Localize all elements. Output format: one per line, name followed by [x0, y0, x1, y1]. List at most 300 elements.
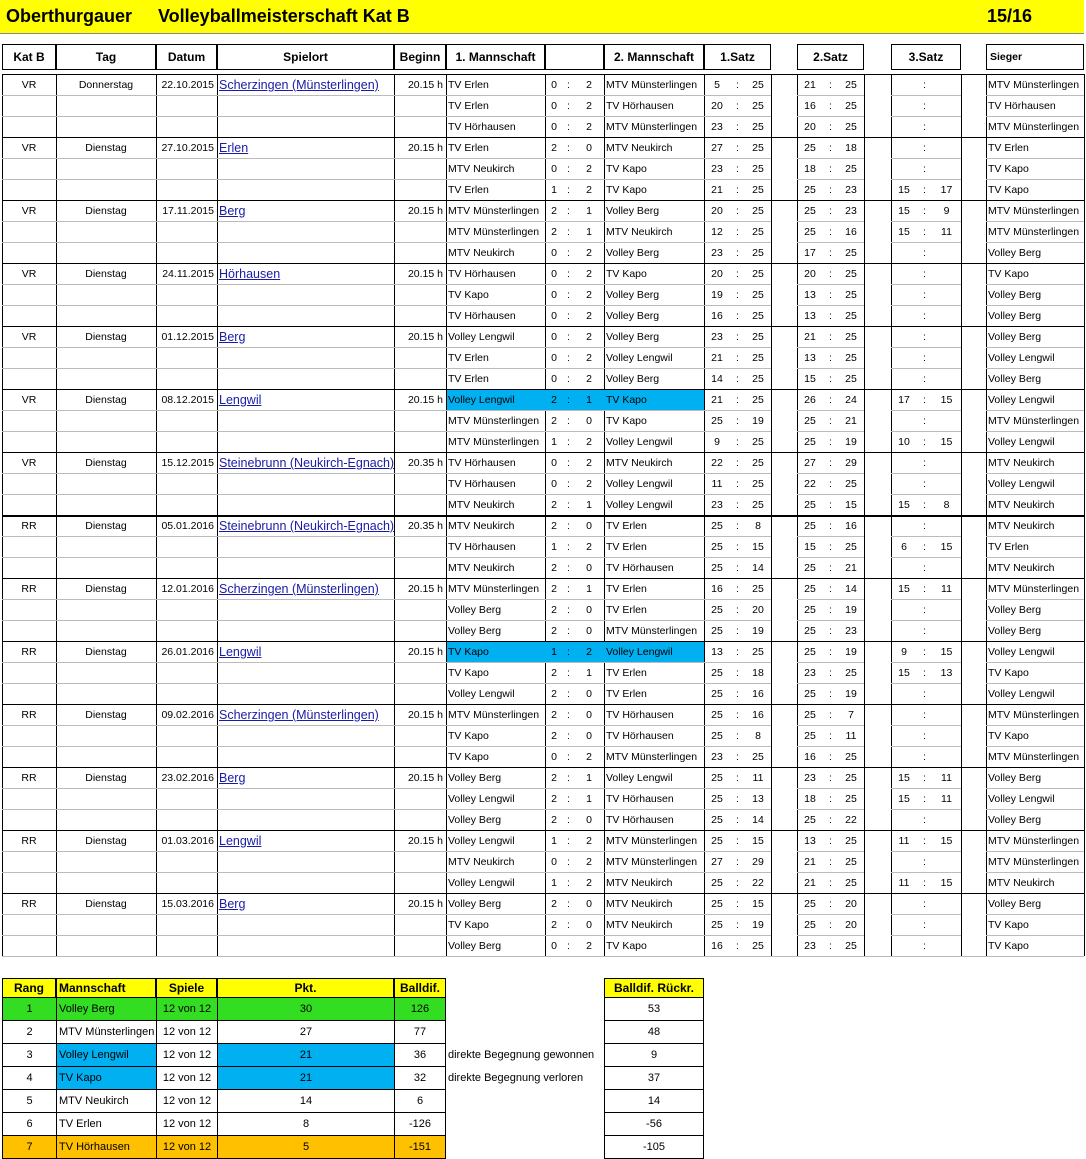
team-1-cell: MTV Neukirch — [448, 247, 515, 259]
satz3-b-cell — [932, 453, 961, 474]
score-colon: : — [829, 415, 832, 427]
datum-cell — [156, 600, 217, 621]
satz3-b-cell — [932, 327, 961, 348]
score-colon: : — [736, 478, 739, 490]
satz3-b-cell: 15 — [940, 835, 953, 847]
satz2-b-cell: 25 — [845, 373, 857, 385]
score-colon: : — [567, 793, 570, 805]
kat-cell — [2, 852, 56, 873]
team-2-cell: TV Erlen — [606, 541, 647, 553]
beginn-cell: 20.15 h — [407, 835, 443, 847]
kat-cell: VR — [21, 394, 37, 406]
satz3-a-cell: 15 — [898, 667, 910, 679]
kat-cell — [2, 915, 56, 936]
spielort-cell[interactable]: Berg — [219, 204, 246, 218]
standings-pkt-cell: 14 — [217, 1090, 394, 1113]
beginn-cell: 20.15 h — [407, 646, 443, 658]
kat-cell — [2, 747, 56, 768]
score-colon: : — [923, 121, 926, 133]
score-1-cell: 0 — [551, 79, 557, 91]
spielort-cell[interactable]: Scherzingen (Münsterlingen) — [219, 708, 379, 722]
satz2-b-cell: 25 — [845, 121, 857, 133]
score-colon: : — [829, 478, 832, 490]
score-colon: : — [567, 541, 570, 553]
team-1-cell: TV Erlen — [448, 373, 489, 385]
satz1-a-cell: 14 — [711, 373, 723, 385]
satz3-b-cell: 13 — [940, 667, 953, 679]
header-score-blank — [545, 44, 604, 70]
spielort-cell[interactable]: Berg — [219, 897, 246, 911]
satz2-a-cell: 25 — [804, 415, 816, 427]
spielort-cell[interactable]: Berg — [219, 330, 246, 344]
kat-cell — [2, 537, 56, 558]
team-1-cell: Volley Lengwil — [448, 688, 515, 700]
standings-team-cell: Volley Berg — [56, 998, 156, 1021]
score-colon: : — [829, 499, 832, 511]
team-1-cell: Volley Berg — [448, 625, 502, 637]
satz3-b-cell: 11 — [941, 226, 952, 238]
satz1-a-cell: 9 — [714, 436, 720, 448]
satz1-a-cell: 20 — [711, 100, 723, 112]
satz2-b-cell: 25 — [845, 79, 857, 91]
satz3-b-cell — [932, 516, 961, 537]
satz3-b-cell — [932, 159, 961, 180]
score-colon: : — [567, 310, 570, 322]
kat-cell: VR — [21, 268, 37, 280]
score-2-cell: 1 — [586, 226, 592, 238]
score-colon: : — [567, 877, 570, 889]
satz3-a-cell — [891, 810, 917, 831]
sieger-cell: Volley Berg — [988, 898, 1042, 910]
satz1-a-cell: 25 — [711, 688, 723, 700]
score-colon: : — [829, 289, 832, 301]
score-1-cell: 2 — [551, 772, 557, 784]
team-1-cell: TV Hörhausen — [448, 310, 516, 322]
spielort-cell[interactable]: Hörhausen — [219, 267, 281, 281]
score-1-cell: 0 — [551, 352, 557, 364]
score-1-cell: 2 — [551, 919, 557, 931]
header-sieger: Sieger — [986, 44, 1084, 70]
satz2-a-cell: 18 — [804, 163, 816, 175]
team-2-cell: TV Hörhausen — [606, 709, 674, 721]
satz1-a-cell: 27 — [711, 142, 723, 154]
beginn-cell — [394, 873, 446, 894]
score-colon: : — [923, 457, 926, 469]
satz1-b-cell: 8 — [755, 520, 761, 532]
satz1-a-cell: 16 — [711, 940, 723, 952]
score-colon: : — [567, 394, 570, 406]
score-colon: : — [829, 226, 832, 238]
score-colon: : — [923, 310, 926, 322]
tag-cell — [56, 432, 156, 453]
datum-cell — [156, 915, 217, 936]
satz2-a-cell: 27 — [804, 457, 816, 469]
sieger-cell: MTV Münsterlingen — [988, 79, 1080, 91]
satz3-b-cell: 15 — [940, 436, 953, 448]
satz2-b-cell: 25 — [845, 877, 857, 889]
score-colon: : — [923, 667, 926, 679]
satz1-a-cell: 13 — [711, 646, 723, 658]
standings-pkt-cell: 27 — [217, 1021, 394, 1044]
score-2-cell: 2 — [586, 310, 592, 322]
satz1-a-cell: 23 — [711, 163, 723, 175]
satz3-a-cell — [891, 936, 917, 957]
kat-cell — [2, 96, 56, 117]
team-1-cell: TV Erlen — [448, 352, 489, 364]
score-1-cell: 2 — [551, 226, 557, 238]
score-colon: : — [829, 667, 832, 679]
satz1-a-cell: 23 — [711, 121, 723, 133]
team-2-cell: TV Erlen — [606, 520, 647, 532]
satz3-b-cell — [932, 852, 961, 873]
standings-rueckr-cell: -105 — [604, 1136, 704, 1159]
team-2-cell: MTV Münsterlingen — [606, 121, 698, 133]
satz3-b-cell: 11 — [941, 583, 952, 595]
score-colon: : — [923, 499, 926, 511]
score-colon: : — [567, 835, 570, 847]
score-colon: : — [923, 394, 926, 406]
beginn-cell: 20.15 h — [407, 79, 443, 91]
datum-cell — [156, 537, 217, 558]
score-2-cell: 1 — [586, 583, 592, 595]
season-label: 15/16 — [986, 6, 1032, 26]
spielort-cell — [217, 306, 394, 327]
team-2-cell: MTV Münsterlingen — [606, 751, 698, 763]
score-colon: : — [829, 919, 832, 931]
satz2-a-cell: 17 — [804, 247, 816, 259]
satz2-b-cell: 25 — [845, 100, 857, 112]
satz2-a-cell: 25 — [804, 709, 816, 721]
spielort-cell[interactable]: Steinebrunn (Neukirch-Egnach) — [219, 519, 394, 533]
satz3-a-cell — [891, 348, 917, 369]
satz1-b-cell: 22 — [752, 877, 764, 889]
score-colon: : — [829, 163, 832, 175]
team-1-cell: TV Hörhausen — [448, 268, 516, 280]
header-beginn: Beginn — [394, 44, 446, 70]
score-1-cell: 2 — [551, 205, 557, 217]
satz2-b-cell: 19 — [845, 688, 857, 700]
beginn-cell — [394, 558, 446, 579]
score-colon: : — [923, 793, 926, 805]
beginn-cell — [394, 369, 446, 390]
spielort-cell — [217, 411, 394, 432]
score-colon: : — [736, 100, 739, 112]
score-2-cell: 2 — [586, 835, 592, 847]
team-2-cell: MTV Münsterlingen — [606, 625, 698, 637]
spielort-cell[interactable]: Scherzingen (Münsterlingen) — [219, 582, 379, 596]
beginn-cell: 20.15 h — [407, 142, 443, 154]
satz2-b-cell: 15 — [845, 499, 857, 511]
score-colon: : — [923, 625, 926, 637]
kat-cell — [2, 474, 56, 495]
satz1-b-cell: 25 — [752, 499, 764, 511]
satz1-b-cell: 25 — [752, 478, 764, 490]
sieger-cell: Volley Berg — [988, 247, 1042, 259]
score-colon: : — [736, 499, 739, 511]
satz2-a-cell: 25 — [804, 898, 816, 910]
satz3-a-cell: 11 — [898, 877, 910, 889]
team-1-cell: Volley Berg — [448, 898, 502, 910]
satz1-a-cell: 25 — [711, 898, 723, 910]
score-colon: : — [736, 310, 739, 322]
satz1-b-cell: 18 — [752, 667, 764, 679]
sieger-cell: TV Hörhausen — [988, 100, 1056, 112]
satz2-b-cell: 21 — [845, 415, 857, 427]
team-1-cell: Volley Lengwil — [448, 835, 515, 847]
tag-cell — [56, 537, 156, 558]
datum-cell — [156, 306, 217, 327]
datum-cell: 09.02.2016 — [161, 709, 214, 721]
satz1-a-cell: 23 — [711, 331, 723, 343]
satz1-b-cell: 19 — [752, 625, 764, 637]
spielort-cell[interactable]: Lengwil — [219, 393, 262, 407]
score-colon: : — [736, 436, 739, 448]
datum-cell — [156, 621, 217, 642]
beginn-cell — [394, 936, 446, 957]
score-colon: : — [567, 373, 570, 385]
team-2-cell: TV Kapo — [606, 184, 647, 196]
standings-balldif-cell: 32 — [394, 1067, 446, 1090]
satz2-a-cell: 21 — [804, 331, 816, 343]
sieger-cell: MTV Neukirch — [988, 499, 1055, 511]
score-colon: : — [829, 373, 832, 385]
spielort-cell — [217, 159, 394, 180]
satz1-b-cell: 14 — [752, 814, 764, 826]
satz3-b-cell: 15 — [940, 646, 953, 658]
satz3-a-cell: 6 — [901, 541, 907, 553]
spielort-cell[interactable]: Berg — [219, 771, 246, 785]
kat-cell — [2, 663, 56, 684]
score-colon: : — [923, 520, 926, 532]
spielort-cell — [217, 600, 394, 621]
beginn-cell — [394, 180, 446, 201]
score-1-cell: 2 — [551, 625, 557, 637]
satz2-a-cell: 25 — [804, 142, 816, 154]
satz1-a-cell: 5 — [714, 79, 720, 91]
score-2-cell: 0 — [586, 562, 592, 574]
score-colon: : — [736, 121, 739, 133]
satz3-a-cell — [891, 159, 917, 180]
satz3-a-cell — [891, 117, 917, 138]
satz3-b-cell — [932, 75, 961, 96]
satz1-a-cell: 20 — [711, 268, 723, 280]
score-colon: : — [829, 772, 832, 784]
score-1-cell: 0 — [551, 247, 557, 259]
satz3-a-cell — [891, 75, 917, 96]
datum-cell — [156, 159, 217, 180]
score-2-cell: 2 — [586, 79, 592, 91]
beginn-cell — [394, 474, 446, 495]
team-2-cell: MTV Münsterlingen — [606, 856, 698, 868]
satz1-b-cell: 25 — [752, 163, 764, 175]
score-colon: : — [829, 205, 832, 217]
satz1-b-cell: 25 — [752, 268, 764, 280]
score-colon: : — [567, 289, 570, 301]
score-colon: : — [736, 226, 739, 238]
score-2-cell: 2 — [586, 163, 592, 175]
tag-cell — [56, 726, 156, 747]
spielort-cell[interactable]: Lengwil — [219, 834, 262, 848]
score-colon: : — [567, 919, 570, 931]
satz1-b-cell: 25 — [752, 940, 764, 952]
sieger-cell: Volley Berg — [988, 772, 1042, 784]
satz1-a-cell: 25 — [711, 415, 723, 427]
score-2-cell: 0 — [586, 814, 592, 826]
satz1-a-cell: 21 — [711, 352, 723, 364]
title-banner — [0, 0, 1084, 34]
satz3-a-cell — [891, 96, 917, 117]
kat-cell — [2, 369, 56, 390]
satz3-b-cell — [932, 411, 961, 432]
satz1-a-cell: 16 — [711, 310, 723, 322]
score-1-cell: 2 — [551, 604, 557, 616]
satz3-a-cell — [891, 474, 917, 495]
beginn-cell — [394, 285, 446, 306]
datum-cell: 24.11.2015 — [162, 268, 214, 280]
score-1-cell: 1 — [551, 541, 557, 553]
tag-cell — [56, 96, 156, 117]
score-colon: : — [567, 100, 570, 112]
score-colon: : — [829, 331, 832, 343]
satz2-a-cell: 13 — [804, 289, 816, 301]
score-1-cell: 1 — [551, 436, 557, 448]
score-2-cell: 2 — [586, 541, 592, 553]
datum-cell — [156, 222, 217, 243]
spielort-cell — [217, 537, 394, 558]
score-colon: : — [923, 478, 926, 490]
sieger-cell: Volley Berg — [988, 625, 1042, 637]
tag-cell — [56, 369, 156, 390]
standings-header-balldif: Balldif. — [394, 978, 446, 998]
team-2-cell: TV Kapo — [606, 268, 647, 280]
kat-cell — [2, 726, 56, 747]
team-1-cell: MTV Neukirch — [448, 520, 515, 532]
standings-rang-cell: 4 — [2, 1067, 56, 1090]
beginn-cell — [394, 222, 446, 243]
spielort-cell[interactable]: Erlen — [219, 141, 249, 155]
team-1-cell: MTV Münsterlingen — [448, 205, 540, 217]
spielort-cell[interactable]: Lengwil — [219, 645, 262, 659]
kat-cell — [2, 789, 56, 810]
tag-cell — [56, 936, 156, 957]
tag-cell: Donnerstag — [78, 79, 134, 91]
spielort-cell[interactable]: Steinebrunn (Neukirch-Egnach) — [219, 456, 394, 470]
score-colon: : — [736, 562, 739, 574]
team-2-cell: MTV Neukirch — [606, 457, 673, 469]
kat-cell — [2, 621, 56, 642]
datum-cell — [156, 474, 217, 495]
satz2-a-cell: 25 — [804, 688, 816, 700]
satz2-b-cell: 25 — [845, 163, 857, 175]
spielort-cell[interactable]: Scherzingen (Münsterlingen) — [219, 78, 379, 92]
team-2-cell: TV Hörhausen — [606, 730, 674, 742]
satz3-b-cell: 11 — [941, 772, 952, 784]
score-2-cell: 2 — [586, 457, 592, 469]
score-colon: : — [736, 604, 739, 616]
header-satz-1: 1.Satz — [704, 44, 771, 70]
tag-cell — [56, 621, 156, 642]
standings-spiele-cell: 12 von 12 — [156, 998, 217, 1021]
beginn-cell — [394, 663, 446, 684]
standings-team-cell: MTV Münsterlingen — [56, 1021, 156, 1044]
datum-cell — [156, 96, 217, 117]
satz1-a-cell: 25 — [711, 919, 723, 931]
standings-team-cell: TV Erlen — [56, 1113, 156, 1136]
satz2-b-cell: 23 — [845, 184, 857, 196]
team-1-cell: MTV Neukirch — [448, 499, 515, 511]
score-colon: : — [567, 226, 570, 238]
satz2-a-cell: 23 — [804, 667, 816, 679]
standings-rang-cell: 5 — [2, 1090, 56, 1113]
standings-balldif-cell: 77 — [394, 1021, 446, 1044]
score-colon: : — [736, 814, 739, 826]
team-2-cell: Volley Lengwil — [606, 646, 673, 658]
score-1-cell: 0 — [551, 121, 557, 133]
datum-cell: 26.01.2016 — [161, 646, 214, 658]
satz1-b-cell: 14 — [752, 562, 764, 574]
score-1-cell: 1 — [551, 835, 557, 847]
satz3-b-cell: 11 — [941, 793, 952, 805]
satz3-a-cell — [891, 411, 917, 432]
score-colon: : — [567, 499, 570, 511]
standings-spiele-cell: 12 von 12 — [156, 1090, 217, 1113]
tag-cell: Dienstag — [85, 331, 127, 343]
score-colon: : — [567, 415, 570, 427]
beginn-cell: 20.15 h — [407, 583, 443, 595]
satz2-a-cell: 25 — [804, 436, 816, 448]
team-2-cell: TV Kapo — [606, 394, 647, 406]
spielort-cell — [217, 789, 394, 810]
standings-team-cell: Volley Lengwil — [56, 1044, 156, 1067]
satz2-b-cell: 19 — [845, 436, 857, 448]
score-colon: : — [736, 772, 739, 784]
score-colon: : — [923, 100, 926, 112]
satz1-b-cell: 11 — [752, 772, 764, 784]
datum-cell: 15.03.2016 — [161, 898, 214, 910]
datum-cell — [156, 432, 217, 453]
score-2-cell: 0 — [586, 730, 592, 742]
satz1-a-cell: 25 — [711, 625, 723, 637]
kat-cell — [2, 348, 56, 369]
satz1-b-cell: 25 — [752, 583, 764, 595]
score-2-cell: 0 — [586, 520, 592, 532]
kat-cell — [2, 432, 56, 453]
beginn-cell: 20.15 h — [407, 331, 443, 343]
datum-cell: 15.12.2015 — [161, 457, 214, 469]
satz1-a-cell: 25 — [711, 877, 723, 889]
kat-cell — [2, 117, 56, 138]
satz2-b-cell: 25 — [845, 793, 857, 805]
spielort-cell — [217, 222, 394, 243]
satz1-a-cell: 25 — [711, 520, 723, 532]
score-colon: : — [923, 205, 926, 217]
sieger-cell: Volley Lengwil — [988, 646, 1055, 658]
region-title: Oberthurgauer — [6, 6, 133, 26]
score-colon: : — [829, 268, 832, 280]
standings-rang-cell: 7 — [2, 1136, 56, 1159]
score-1-cell: 0 — [551, 268, 557, 280]
score-colon: : — [736, 457, 739, 469]
team-2-cell: MTV Münsterlingen — [606, 79, 698, 91]
satz1-b-cell: 25 — [752, 373, 764, 385]
score-colon: : — [923, 604, 926, 616]
sieger-cell: Volley Lengwil — [988, 793, 1055, 805]
tag-cell — [56, 411, 156, 432]
sieger-cell: MTV Münsterlingen — [988, 751, 1080, 763]
satz1-b-cell: 15 — [752, 898, 764, 910]
score-colon: : — [923, 751, 926, 763]
sieger-cell: MTV Neukirch — [988, 562, 1055, 574]
